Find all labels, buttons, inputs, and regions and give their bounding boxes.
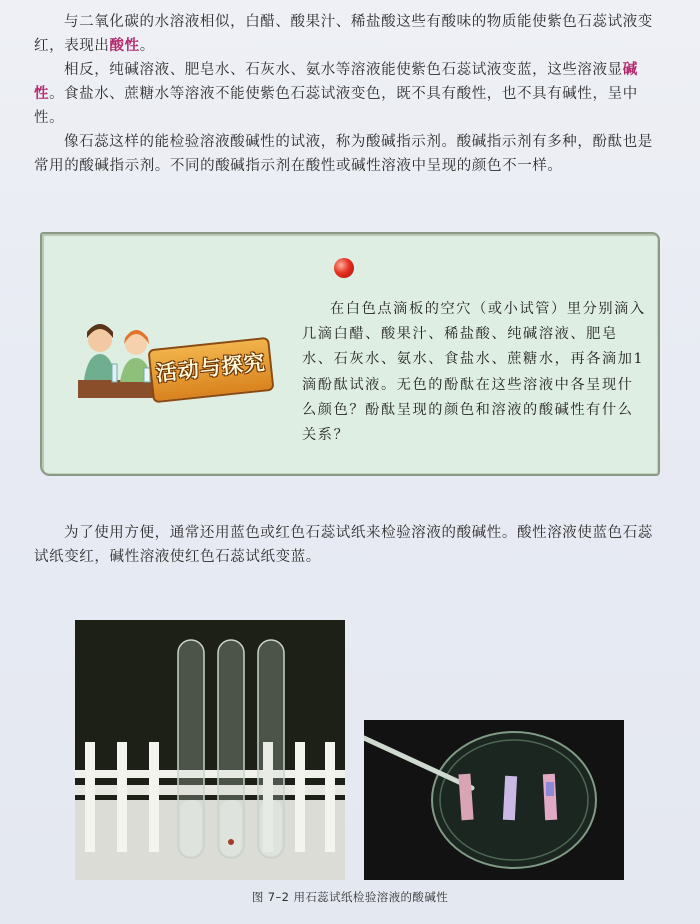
activity-badge: 活动与探究 [148, 337, 275, 403]
term-basic: 碱性 [34, 62, 638, 102]
paragraph-acidity: 与二氧化碳的水溶液相似，白醋、酸果汁、稀盐酸这些有酸味的物质能使紫色石蕊试液变红，表现出酸性。 [34, 14, 653, 54]
paragraph-neutral: 食盐水、蔗糖水等溶液不能使紫色石蕊试液变色，既不具有酸性，也不具有碱性，呈中性。 [34, 86, 638, 126]
test-tubes-photo [75, 620, 345, 880]
litmus-paper-photo [364, 720, 624, 880]
paragraph-alkalinity: 相反，纯碱溶液、肥皂水、石灰水、氨水等溶液能使紫色石蕊试液变蓝，这些溶液显碱性。 [34, 62, 638, 102]
paragraph-indicators: 像石蕊这样的能检验溶液酸碱性的试液，称为酸碱指示剂。酸碱指示剂有多种，酚酞也是常用的酸碱指示剂。不同的酸碱指示剂在酸性或碱性溶液中呈现的颜色不一样。 [34, 134, 653, 174]
paragraph-litmus-paper: 为了使用方便，通常还用蓝色或红色石蕊试纸来检验溶液的酸碱性。酸性溶液使蓝色石蕊试纸变红，碱性溶液使红色石蕊试纸变蓝。 [34, 525, 653, 565]
activity-text: 在白色点滴板的空穴（或小试管）里分别滴入几滴白醋、酸果汁、稀盐酸、纯碱溶液、肥皂水、石灰水、氨水、食盐水、蔗糖水，再各滴加1滴酚酞试液。无色的酚酞在这些溶液中各呈现什么颜色？酚酞呈现的颜色和溶液的酸碱性有什么关系？ [302, 301, 646, 444]
red-ball-icon [334, 258, 354, 278]
figure-caption: 图 7–2 用石蕊试纸检验溶液的酸碱性 [251, 890, 449, 904]
term-acidic: 酸性 [109, 38, 140, 54]
